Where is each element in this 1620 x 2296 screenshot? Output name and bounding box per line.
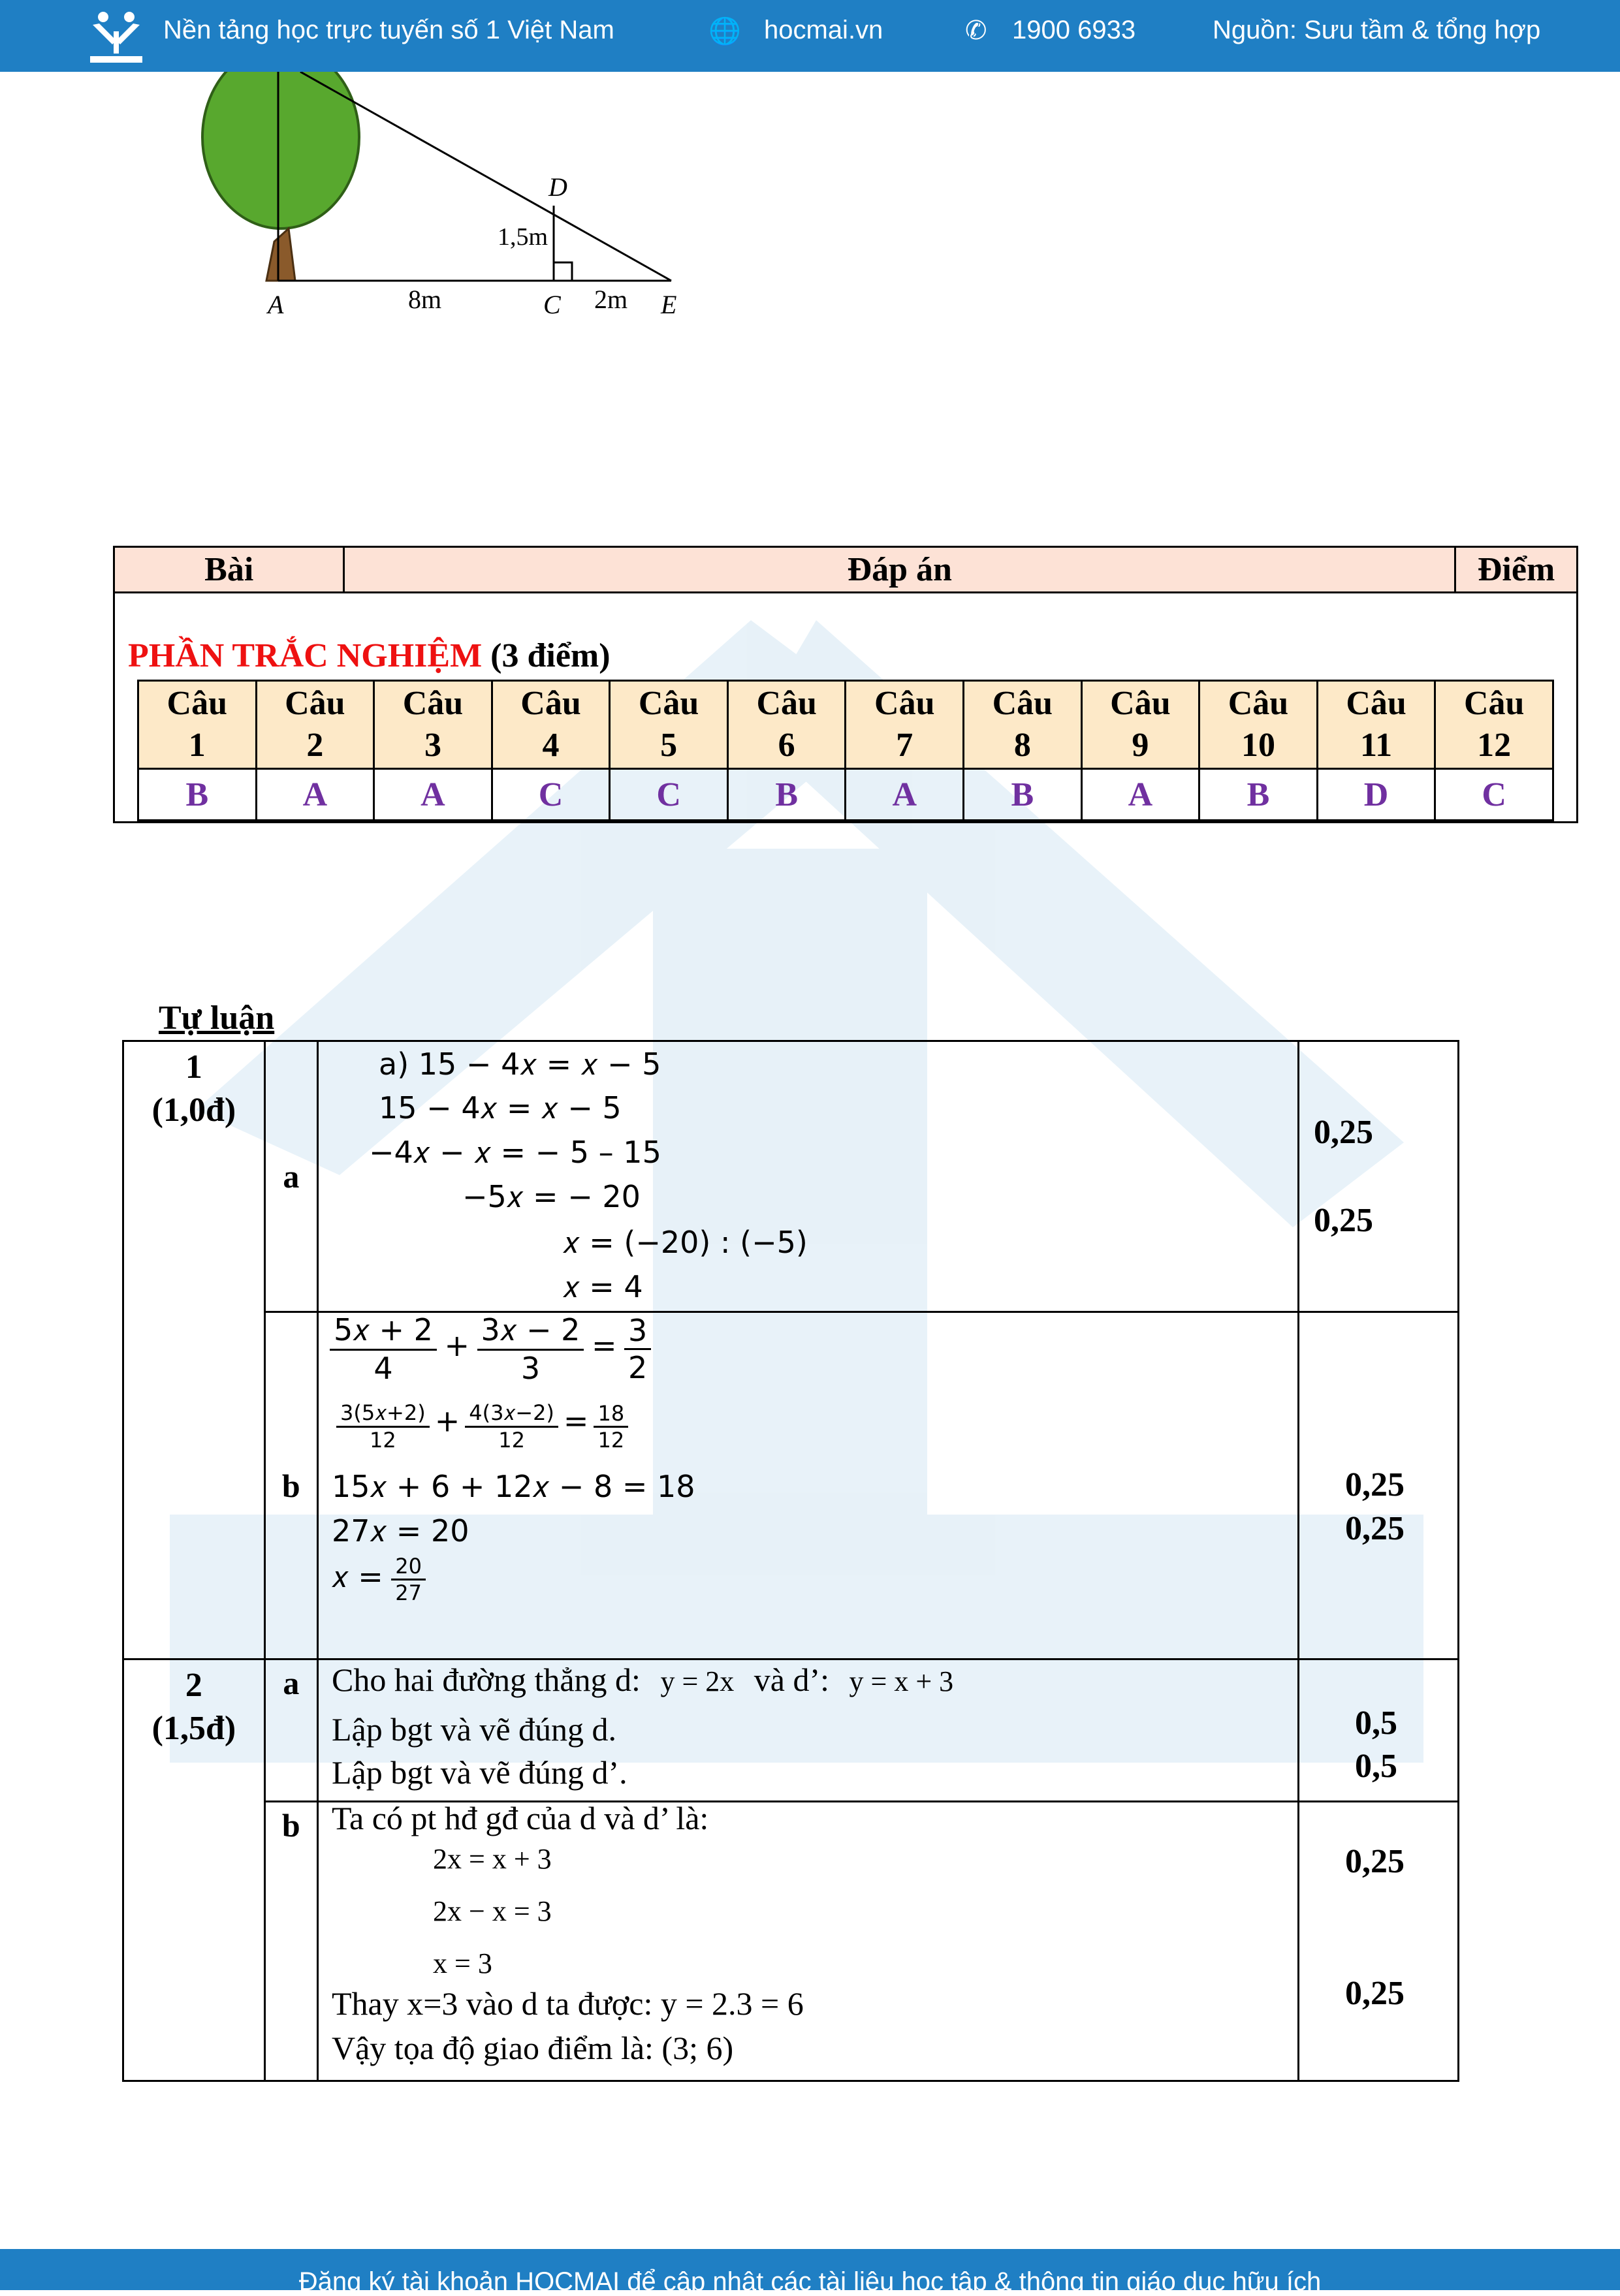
question-cell xyxy=(492,681,610,769)
footer-bar xyxy=(0,2249,1620,2296)
col-diem-header: Điểm xyxy=(1455,547,1578,593)
footer-text: Đăng ký tài khoản HOCMAI để cập nhật các tài liệu học tập & thông tin giáo dục hữu ích xyxy=(298,2267,1322,2296)
q1b-frac1-plus: + xyxy=(444,1328,469,1364)
question-number: 2 xyxy=(306,727,324,764)
question-label: Câu xyxy=(756,685,817,722)
question-cell xyxy=(256,681,374,769)
q1b-line-2: 27𝑥 = 20 xyxy=(332,1513,469,1549)
q2-cell xyxy=(123,1659,265,2081)
question-cell xyxy=(1317,681,1435,769)
question-label: Câu xyxy=(638,685,699,722)
q1b-last-num: 20 xyxy=(391,1554,426,1580)
q1b-frac2-plus: + xyxy=(434,1403,460,1439)
tree-illustration xyxy=(202,72,359,281)
length-ac-label: 8m xyxy=(408,285,442,314)
q1b-frac1-den3: 2 xyxy=(628,1350,648,1385)
q2a-and: và d’: xyxy=(754,1661,830,1698)
q2a-score-2: 0,5 xyxy=(1355,1748,1397,1785)
q2a-eq1: y = 2x xyxy=(660,1665,735,1697)
point-e-label: E xyxy=(661,290,677,319)
q1b-frac2-eq: = xyxy=(563,1403,589,1439)
question-cell xyxy=(138,681,257,769)
point-d-label: D xyxy=(548,172,567,202)
q1a-score-1: 0,25 xyxy=(1314,1114,1373,1151)
q1b-frac2-den1: 12 xyxy=(369,1428,396,1453)
q1a-line-5: 𝑥 = (−20) : (−5) xyxy=(563,1225,808,1260)
q1b-label: b xyxy=(264,1312,317,1659)
q2a-line-3: Lập bgt và vẽ đúng d’. xyxy=(332,1754,627,1791)
tree-shadow-figure xyxy=(183,72,705,333)
question-number: 6 xyxy=(778,727,795,764)
answer-cell: C xyxy=(1435,769,1553,821)
question-cell xyxy=(964,681,1082,769)
header-source: Nguồn: Sưu tầm & tổng hợp xyxy=(1213,16,1541,44)
question-number: 11 xyxy=(1360,727,1393,764)
q2b-score-1: 0,25 xyxy=(1345,1843,1405,1880)
question-label: Câu xyxy=(1346,685,1406,722)
q2a-intro: Cho hai đường thẳng d: xyxy=(332,1661,641,1698)
q2a-line-2: Lập bgt và vẽ đúng d. xyxy=(332,1711,617,1748)
q2b-line-6: Vậy tọa độ giao điểm là: (3; 6) xyxy=(332,2030,734,2066)
q1b-frac2-num3: 18 xyxy=(594,1401,628,1428)
answer-cell: A xyxy=(1081,769,1199,821)
q1b-last-prefix: 𝑥 = xyxy=(332,1558,383,1594)
q1b-equation-2 xyxy=(336,1400,628,1453)
header-bar xyxy=(0,0,1620,72)
header-slogan: Nền tảng học trực tuyến số 1 Việt Nam xyxy=(163,16,614,44)
answer-cell: A xyxy=(256,769,374,821)
q1a-line-6: 𝑥 = 4 xyxy=(563,1269,643,1304)
q1b-score-2: 0,25 xyxy=(1345,1510,1405,1547)
point-c-label: C xyxy=(543,290,561,319)
question-cell xyxy=(846,681,964,769)
answer-cell: D xyxy=(1317,769,1435,821)
question-number: 1 xyxy=(188,727,206,764)
q1b-frac1-num1: 5𝑥 + 2 xyxy=(330,1312,437,1351)
answer-cell: A xyxy=(374,769,492,821)
question-row xyxy=(138,681,1553,769)
question-number: 5 xyxy=(660,727,678,764)
q2-points: (1,5đ) xyxy=(151,1710,236,1747)
answer-cell: A xyxy=(846,769,964,821)
q1b-line-1: 15𝑥 + 6 + 12𝑥 − 8 = 18 xyxy=(332,1469,695,1504)
col-dap-an-header: Đáp án xyxy=(344,547,1455,593)
q1b-equation-1 xyxy=(330,1312,651,1386)
hocmai-logo-icon xyxy=(86,5,146,65)
question-cell xyxy=(1081,681,1199,769)
essay-title: Tự luận xyxy=(159,999,275,1037)
question-cell xyxy=(374,681,492,769)
q1b-frac1-num2: 3𝑥 − 2 xyxy=(477,1312,584,1351)
q2b-score-2: 0,25 xyxy=(1345,1975,1405,2012)
q1a-label: a xyxy=(264,1041,317,1312)
header-website-link[interactable]: hocmai.vn xyxy=(764,16,883,44)
question-number: 7 xyxy=(896,727,913,764)
answer-cell: B xyxy=(138,769,257,821)
q1b-frac2-den3: 12 xyxy=(597,1427,625,1453)
q2a-eq2: y = x + 3 xyxy=(849,1665,954,1697)
q1b-score-1: 0,25 xyxy=(1345,1466,1405,1503)
question-number: 9 xyxy=(1132,727,1149,764)
question-number: 3 xyxy=(424,727,441,764)
q1-points: (1,0đ) xyxy=(151,1092,236,1129)
q2a-score-1: 0,5 xyxy=(1355,1705,1397,1742)
q1a-line-2: 15 − 4𝑥 = 𝑥 − 5 xyxy=(379,1090,622,1125)
q2-number: 2 xyxy=(185,1667,202,1704)
question-cell xyxy=(610,681,728,769)
question-label: Câu xyxy=(167,685,228,722)
q1a-score-2: 0,25 xyxy=(1314,1202,1373,1239)
question-number: 4 xyxy=(542,727,560,764)
question-label: Câu xyxy=(285,685,345,722)
q1b-frac2-num2: 4(3𝑥−2) xyxy=(465,1400,558,1428)
q2b-line-5: Thay x=3 vào d ta được: y = 2.3 = 6 xyxy=(332,1985,804,2022)
q2b-label: b xyxy=(264,1802,317,2081)
question-cell xyxy=(1199,681,1318,769)
q1b-frac1-eq: = xyxy=(591,1328,617,1364)
q1b-frac2-den2: 12 xyxy=(498,1428,525,1453)
q1b-frac1-den2: 3 xyxy=(520,1351,541,1386)
q1b-last-den: 27 xyxy=(395,1580,422,1605)
question-number: 10 xyxy=(1241,727,1275,764)
point-a-label: A xyxy=(268,290,284,319)
q2b-line-3: 2x − x = 3 xyxy=(433,1895,552,1927)
q1b-line-3 xyxy=(332,1554,426,1605)
part-title-red: PHẦN TRẮC NGHIỆM xyxy=(128,637,483,674)
question-number: 12 xyxy=(1477,727,1512,764)
col-bai-header: Bài xyxy=(114,547,344,593)
answer-row xyxy=(138,769,1553,821)
question-label: Câu xyxy=(992,685,1053,722)
header-phone[interactable]: 1900 6933 xyxy=(1012,16,1136,44)
multiple-choice-table xyxy=(137,680,1554,821)
length-ce-label: 2m xyxy=(594,285,628,314)
q1a-score-cell xyxy=(1299,1041,1459,1312)
answer-cell: B xyxy=(1199,769,1318,821)
q1-number: 1 xyxy=(185,1048,202,1086)
length-cd-label: 1,5m xyxy=(498,223,548,251)
q1b-frac1-num3: 3 xyxy=(624,1313,651,1350)
q1-cell xyxy=(123,1041,265,1659)
question-label: Câu xyxy=(1463,685,1525,722)
q2b-line-1: Ta có pt hđ gđ của d và d’ là: xyxy=(332,1800,709,1836)
answer-cell: B xyxy=(964,769,1082,821)
q1a-line-4: −5𝑥 = − 20 xyxy=(462,1179,641,1214)
q1a-line-1: a) 15 − 4𝑥 = 𝑥 − 5 xyxy=(379,1046,661,1082)
question-cell xyxy=(727,681,846,769)
question-label: Câu xyxy=(402,685,464,722)
answer-cell: B xyxy=(727,769,846,821)
q2b-line-4: x = 3 xyxy=(433,1947,492,1979)
multiple-choice-title xyxy=(128,637,611,675)
q1a-line-3: −4𝑥 − 𝑥 = − 5 – 15 xyxy=(369,1135,661,1170)
answer-cell: C xyxy=(492,769,610,821)
q1b-frac2-num1: 3(5𝑥+2) xyxy=(336,1400,430,1428)
globe-icon: 🌐 xyxy=(708,17,741,46)
answer-cell: C xyxy=(610,769,728,821)
question-label: Câu xyxy=(1228,685,1289,722)
question-label: Câu xyxy=(874,685,935,722)
q2a-label: a xyxy=(264,1659,317,1802)
question-number: 8 xyxy=(1013,727,1031,764)
part-title-points: (3 điểm) xyxy=(482,637,611,674)
essay-table xyxy=(122,1040,1459,2082)
q2a-line-1 xyxy=(332,1661,953,1699)
question-label: Câu xyxy=(520,685,581,722)
q2b-line-2: 2x = x + 3 xyxy=(433,1843,552,1875)
question-cell xyxy=(1435,681,1553,769)
q1b-frac1-den1: 4 xyxy=(373,1351,393,1386)
question-label: Câu xyxy=(1110,685,1171,722)
phone-icon: ✆ xyxy=(965,16,987,45)
